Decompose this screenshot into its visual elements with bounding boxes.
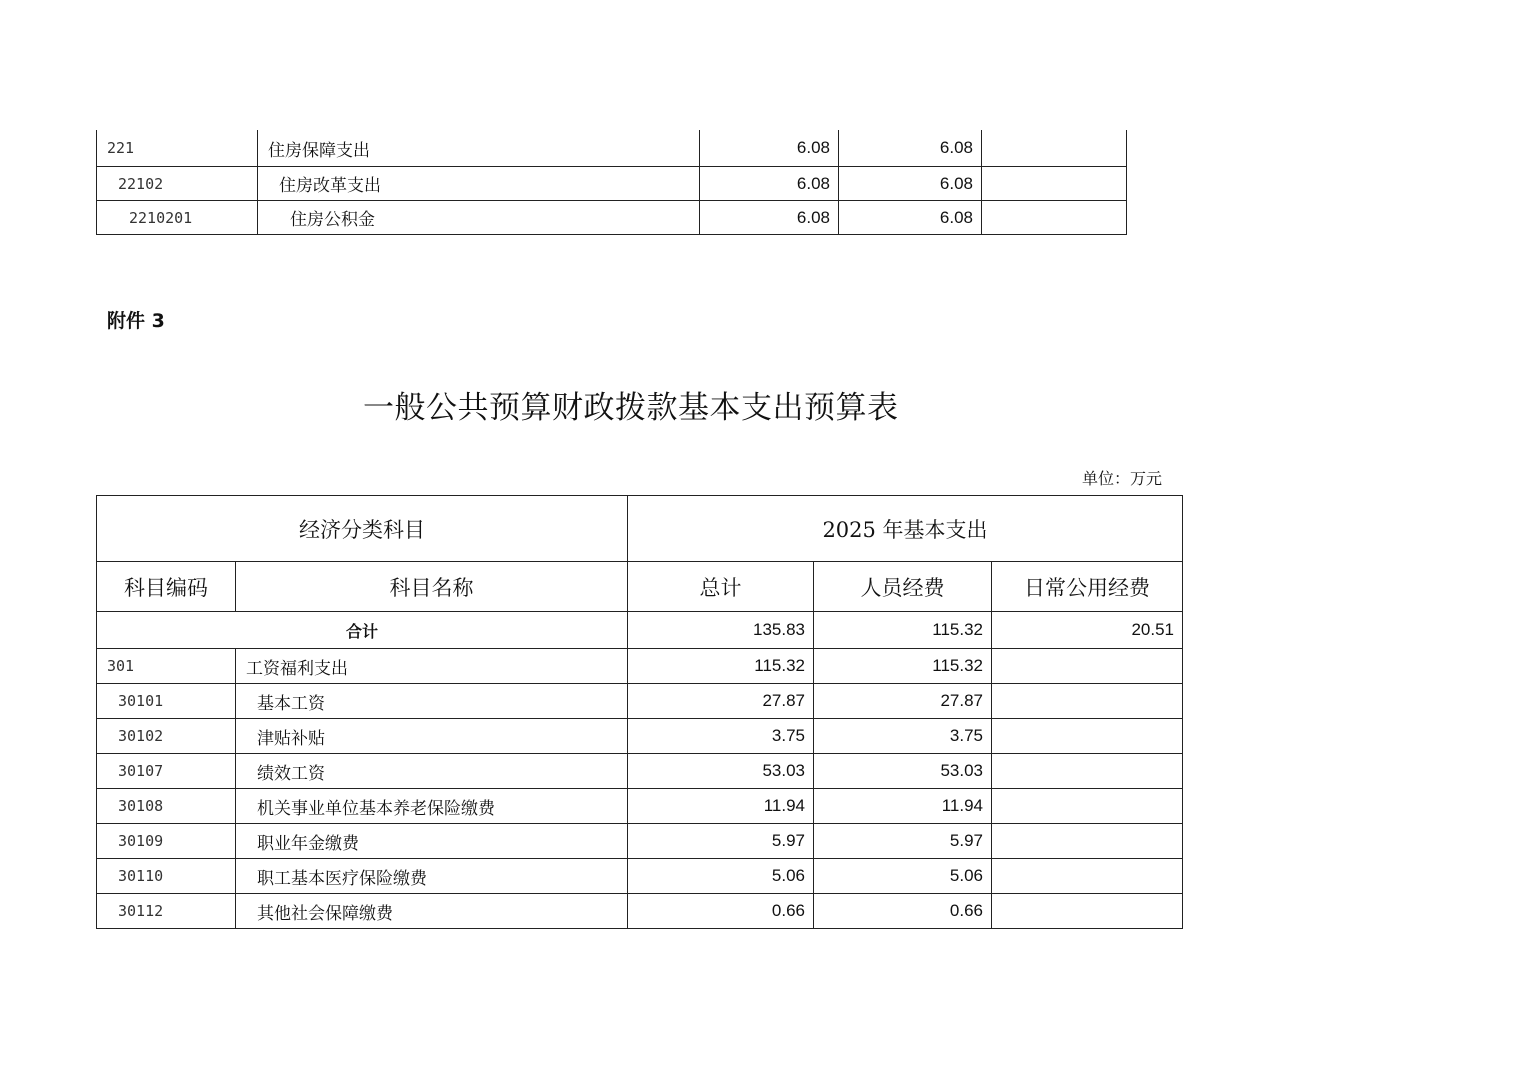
table-row bbox=[97, 167, 1127, 201]
subject-code: 30109 bbox=[97, 824, 236, 859]
header-personnel-cost: 人员经费 bbox=[814, 562, 992, 612]
header-basic-expenditure-year: 2025 年基本支出 bbox=[628, 496, 1183, 562]
subject-name: 工资福利支出 bbox=[236, 649, 628, 684]
subject-name: 机关事业单位基本养老保险缴费 bbox=[236, 789, 628, 824]
amount-personnel: 6.08 bbox=[839, 201, 982, 235]
amount-public bbox=[992, 789, 1183, 824]
total-row bbox=[97, 612, 1183, 649]
total-label: 合计 bbox=[97, 612, 628, 649]
subject-name: 职业年金缴费 bbox=[236, 824, 628, 859]
subject-name: 基本工资 bbox=[236, 684, 628, 719]
amount-personnel: 53.03 bbox=[814, 754, 992, 789]
amount-personnel: 5.97 bbox=[814, 824, 992, 859]
amount-personnel: 11.94 bbox=[814, 789, 992, 824]
amount-total: 53.03 bbox=[628, 754, 814, 789]
subject-name: 住房公积金 bbox=[258, 201, 700, 235]
amount-public bbox=[992, 754, 1183, 789]
subject-code: 30101 bbox=[97, 684, 236, 719]
continued-budget-table bbox=[96, 130, 1127, 235]
subject-code: 221 bbox=[97, 130, 258, 167]
table-row bbox=[97, 201, 1127, 235]
table-row bbox=[97, 130, 1127, 167]
amount-public bbox=[982, 201, 1127, 235]
amount-total: 3.75 bbox=[628, 719, 814, 754]
amount-total: 5.97 bbox=[628, 824, 814, 859]
table-row bbox=[97, 754, 1183, 789]
subject-code: 30107 bbox=[97, 754, 236, 789]
amount-total: 6.08 bbox=[700, 201, 839, 235]
amount-total: 115.32 bbox=[628, 649, 814, 684]
table-row bbox=[97, 719, 1183, 754]
table-row bbox=[97, 894, 1183, 929]
subject-name: 住房改革支出 bbox=[258, 167, 700, 201]
table-row bbox=[97, 859, 1183, 894]
table-row bbox=[97, 824, 1183, 859]
amount-public bbox=[992, 894, 1183, 929]
header-subject-code: 科目编码 bbox=[97, 562, 236, 612]
amount-personnel: 6.08 bbox=[839, 167, 982, 201]
amount-personnel: 3.75 bbox=[814, 719, 992, 754]
subject-code: 30102 bbox=[97, 719, 236, 754]
amount-total: 11.94 bbox=[628, 789, 814, 824]
amount-total: 5.06 bbox=[628, 859, 814, 894]
subject-code: 2210201 bbox=[97, 201, 258, 235]
amount-personnel: 115.32 bbox=[814, 649, 992, 684]
header-group-row bbox=[97, 496, 1183, 562]
table-row bbox=[97, 789, 1183, 824]
unit-label: 单位：万元 bbox=[1082, 469, 1163, 488]
amount-personnel: 27.87 bbox=[814, 684, 992, 719]
total-personnel: 115.32 bbox=[814, 612, 992, 649]
amount-total: 27.87 bbox=[628, 684, 814, 719]
amount-public bbox=[982, 167, 1127, 201]
basic-expenditure-table bbox=[96, 495, 1183, 929]
amount-total: 6.08 bbox=[700, 167, 839, 201]
subject-name: 职工基本医疗保险缴费 bbox=[236, 859, 628, 894]
subject-name: 绩效工资 bbox=[236, 754, 628, 789]
subject-name: 其他社会保障缴费 bbox=[236, 894, 628, 929]
header-economic-category: 经济分类科目 bbox=[97, 496, 628, 562]
amount-public bbox=[992, 824, 1183, 859]
main-table-body bbox=[97, 612, 1183, 929]
header-public-cost: 日常公用经费 bbox=[992, 562, 1183, 612]
header-subject-name: 科目名称 bbox=[236, 562, 628, 612]
attachment-label: 附件 3 bbox=[107, 310, 165, 332]
amount-total: 0.66 bbox=[628, 894, 814, 929]
page-title: 一般公共预算财政拨款基本支出预算表 bbox=[363, 390, 899, 426]
header-total: 总计 bbox=[628, 562, 814, 612]
subject-code: 30112 bbox=[97, 894, 236, 929]
continued-table-body bbox=[97, 130, 1127, 235]
amount-public bbox=[992, 719, 1183, 754]
subject-code: 30108 bbox=[97, 789, 236, 824]
table-row bbox=[97, 684, 1183, 719]
amount-public bbox=[982, 130, 1127, 167]
table-row bbox=[97, 649, 1183, 684]
amount-public bbox=[992, 859, 1183, 894]
total-public: 20.51 bbox=[992, 612, 1183, 649]
subject-name: 津贴补贴 bbox=[236, 719, 628, 754]
amount-personnel: 0.66 bbox=[814, 894, 992, 929]
amount-public bbox=[992, 649, 1183, 684]
amount-public bbox=[992, 684, 1183, 719]
amount-personnel: 5.06 bbox=[814, 859, 992, 894]
subject-code: 301 bbox=[97, 649, 236, 684]
amount-total: 6.08 bbox=[700, 130, 839, 167]
header-column-row bbox=[97, 562, 1183, 612]
amount-personnel: 6.08 bbox=[839, 130, 982, 167]
subject-code: 30110 bbox=[97, 859, 236, 894]
total-amount: 135.83 bbox=[628, 612, 814, 649]
subject-name: 住房保障支出 bbox=[258, 130, 700, 167]
subject-code: 22102 bbox=[97, 167, 258, 201]
